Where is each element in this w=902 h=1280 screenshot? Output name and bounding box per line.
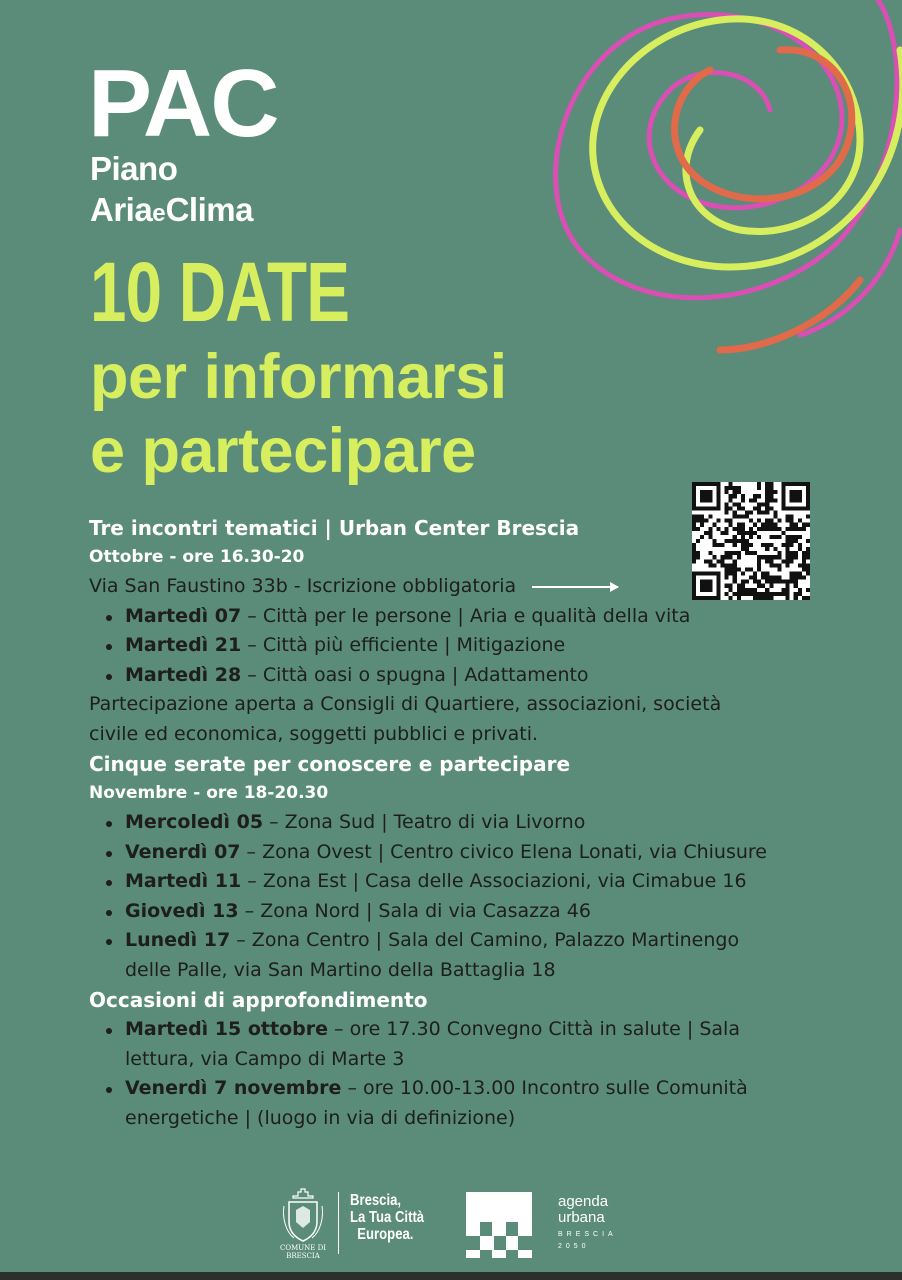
section-when-ottobre: Ottobre - ore 16.30-20 [89, 547, 305, 567]
item-text: – Zona Est | Casa delle Associazioni, via Cimabue 16 [241, 870, 747, 892]
section-title-approfondimento: Occasioni di approfondimento [89, 988, 428, 1012]
item-text: – Zona Ovest | Centro civico Elena Lonati, via Chiusure [240, 840, 767, 863]
where-text: Via San Faustino 33b - Iscrizione obbligatoria [89, 575, 517, 597]
headline-partecipare: e partecipare [90, 416, 476, 486]
list-item [89, 808, 829, 838]
list-item [89, 838, 829, 868]
footer-logos [280, 1188, 620, 1260]
comune-line-2: BRESCIA [286, 1252, 320, 1260]
list-item [89, 1074, 829, 1133]
list-approfondimento [89, 1015, 829, 1133]
logo-clima: Clima [165, 191, 253, 228]
agenda-small [558, 1229, 617, 1253]
item-text: – ore 17.30 Convegno Città in salute | Sala [327, 1018, 740, 1040]
agenda-line-3: BRESCIA [558, 1231, 617, 1238]
list-item [89, 631, 829, 661]
agenda-line-4: 2050 [558, 1243, 590, 1250]
europea-line-3: Europea. [357, 1226, 414, 1243]
logo-e: e [152, 200, 166, 227]
list-item [89, 602, 829, 632]
item-text: – Zona Nord | Sala di via Casazza 46 [238, 899, 591, 922]
item-text-cont: delle Palle, via San Martino della Battaglia 18 [125, 958, 556, 981]
agenda-urbana-mark-icon [466, 1192, 532, 1258]
europea-line-1: Brescia, [350, 1192, 402, 1209]
section-when-novembre: Novembre - ore 18-20.30 [89, 783, 329, 803]
item-text: – Zona Sud | Teatro di via Livorno [263, 811, 586, 833]
item-day: Venerdì 07 [125, 840, 241, 863]
item-text-cont: lettura, via Campo di Marte 3 [125, 1047, 405, 1070]
section-title-tematici: Tre incontri tematici | Urban Center Brescia [89, 516, 580, 540]
bottom-bar [0, 1272, 902, 1280]
arrow-right-icon [532, 586, 618, 588]
note-line-1: Partecipazione aperta a Consigli di Quartiere, associazioni, società [89, 693, 722, 715]
note-line-2: civile ed economica, soggetti pubblici e privati. [89, 722, 539, 745]
list-item [89, 926, 829, 985]
list-item [89, 867, 829, 897]
logo-piano: Piano [90, 150, 178, 187]
item-text: – Città oasi o spugna | Adattamento [241, 663, 589, 686]
item-day: Mercoledì 05 [125, 811, 264, 833]
list-item [89, 897, 829, 927]
list-serate [89, 808, 829, 985]
list-tematici [89, 602, 829, 691]
headline-10-date: 10 DATE [90, 245, 350, 339]
agenda-line-1: agenda [558, 1193, 609, 1210]
logo-aria-clima [90, 193, 253, 226]
item-day: Lunedì 17 [125, 929, 231, 951]
brescia-europea-logo [350, 1192, 424, 1243]
comune-line-1: COMUNE DI [280, 1244, 326, 1252]
comune-text [276, 1244, 330, 1260]
spiral-decoration [540, 0, 902, 370]
list-item [89, 1015, 829, 1074]
europea-line-2: La Tua Città [350, 1209, 425, 1226]
item-text: – Zona Centro | Sala del Camino, Palazzo Martinengo [230, 929, 740, 951]
logo-pac: PAC [88, 50, 278, 157]
item-day: Venerdì 7 novembre [125, 1077, 342, 1099]
item-day: Martedì 21 [125, 634, 242, 656]
item-day: Giovedì 13 [125, 899, 239, 922]
item-text-cont: energetiche | (luogo in via di definizione) [125, 1106, 516, 1129]
section-where [89, 572, 829, 602]
item-text: – Città più efficiente | Mitigazione [241, 634, 566, 656]
logo-aria: Aria [90, 191, 153, 228]
headline-informarsi: per informarsi [90, 342, 507, 412]
item-day: Martedì 07 [125, 604, 242, 627]
divider [338, 1192, 339, 1254]
agenda-urbana-text [558, 1194, 617, 1253]
item-text: – Città per le persone | Aria e qualità della vita [241, 604, 691, 627]
event-list [89, 513, 829, 1133]
item-day: Martedì 15 ottobre [125, 1018, 328, 1040]
item-day: Martedì 28 [125, 663, 242, 686]
item-text: – ore 10.00-13.00 Incontro sulle Comunità [341, 1077, 748, 1099]
agenda-line-2: urbana [558, 1209, 605, 1226]
section-title-serate: Cinque serate per conoscere e partecipare [89, 752, 571, 776]
list-item [89, 661, 829, 691]
item-day: Martedì 11 [125, 870, 242, 892]
